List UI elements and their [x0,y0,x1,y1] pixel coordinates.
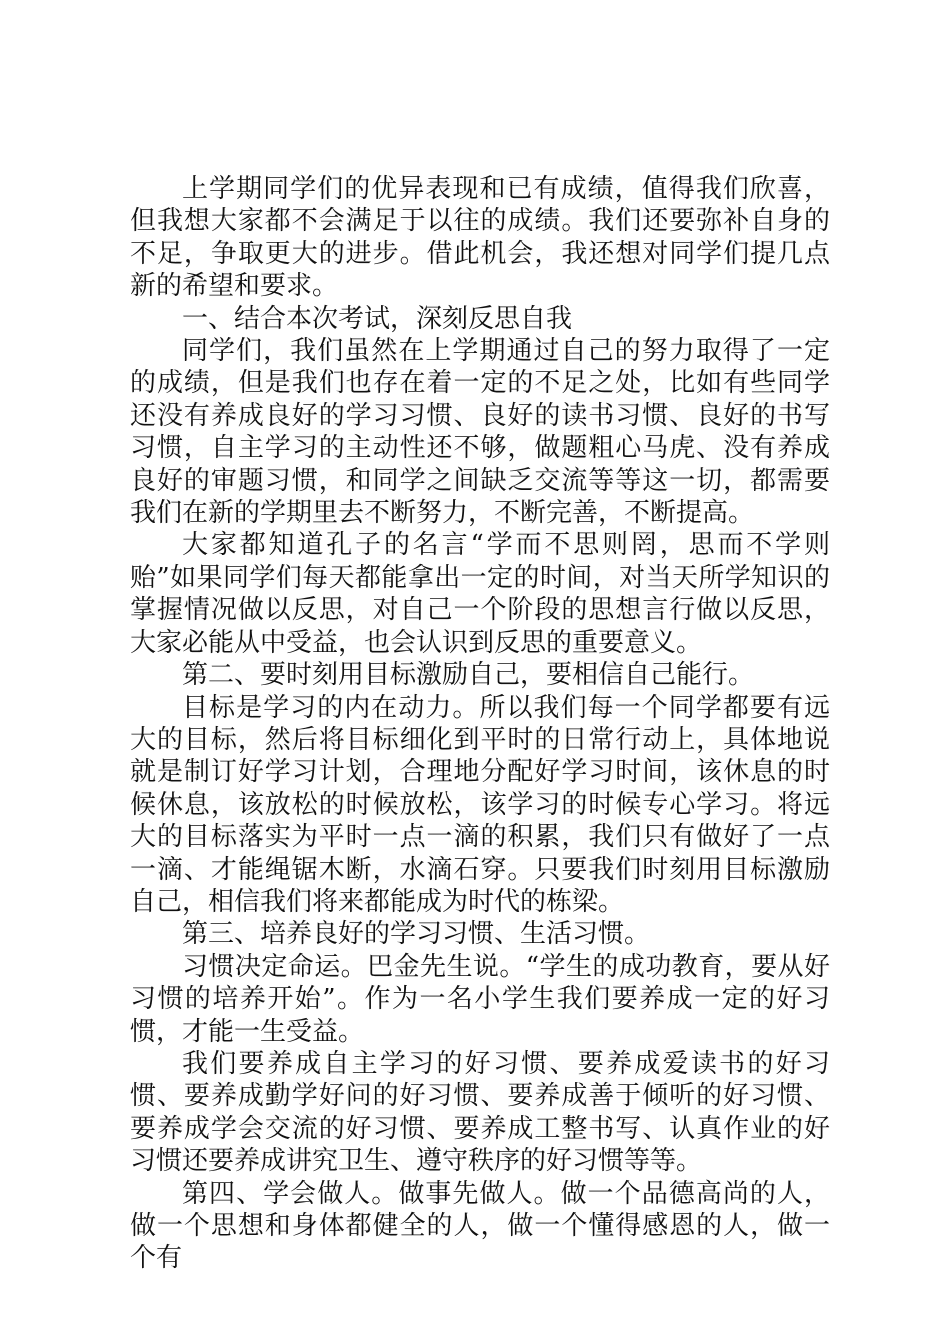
paragraph-1: 上学期同学们的优异表现和已有成绩，值得我们欣喜，但我想大家都不会满足于以往的成绩。我们还要弥补自身的不足，争取更大的进步。借此机会，我还想对同学们提几点新的希望和要求。 [130,174,830,302]
paragraph-7: 第四、学会做人。做事先做人。做一个品德高尚的人，做一个思想和身体都健全的人，做一个懂得感恩的人，做一个有 [130,1178,830,1274]
paragraph-2: 同学们，我们虽然在上学期通过自己的努力取得了一定的成绩，但是我们也存在着一定的不足之处，比如有些同学还没有养成良好的学习习惯、良好的读书习惯、良好的书写习惯，自主学习的主动性还不够，做题粗心马虎、没有养成良好的审题习惯，和同学之间缺乏交流等等这一切，都需要我们在新的学期里去不断努力，不断完善，不断提高。 [130,336,830,529]
document-body [130,173,830,1275]
paragraph-3: 大家都知道孔子的名言“学而不思则罔，思而不学则贻”如果同学们每天都能拿出一定的时间，对当天所学知识的掌握情况做以反思，对自己一个阶段的思想言行做以反思，大家必能从中受益，也会认识到反思的重要意义。 [130,530,830,658]
paragraph-5: 习惯决定命运。巴金先生说。“学生的成功教育，要从好习惯的培养开始”。作为一名小学生我们要养成一定的好习惯，才能一生受益。 [130,951,830,1047]
paragraph-6: 我们要养成自主学习的好习惯、要养成爱读书的好习惯、要养成勤学好问的好习惯、要养成善于倾听的好习惯、要养成学会交流的好习惯、要养成工整书写、认真作业的好习惯还要养成讲究卫生、遵守秩序的好习惯等等。 [130,1048,830,1177]
heading-1: 一、结合本次考试，深刻反思自我 [182,303,573,334]
heading-3: 第三、培养良好的学习习惯、生活习惯。 [182,919,651,950]
paragraph-4: 目标是学习的内在动力。所以我们每一个同学都要有远大的目标，然后将目标细化到平时的日常行动上，具体地说就是制订好学习计划，合理地分配好学习时间，该休息的时候休息，该放松的时候放松，该学习的时候专心学习。将远大的目标落实为平时一点一滴的积累，我们只有做好了一点一滴、才能绳锯木断，水滴石穿。只要我们时刻用目标激励自己，相信我们将来都能成为时代的栋梁。 [130,692,830,917]
heading-2: 第二、要时刻用目标激励自己，要相信自己能行。 [182,660,755,691]
